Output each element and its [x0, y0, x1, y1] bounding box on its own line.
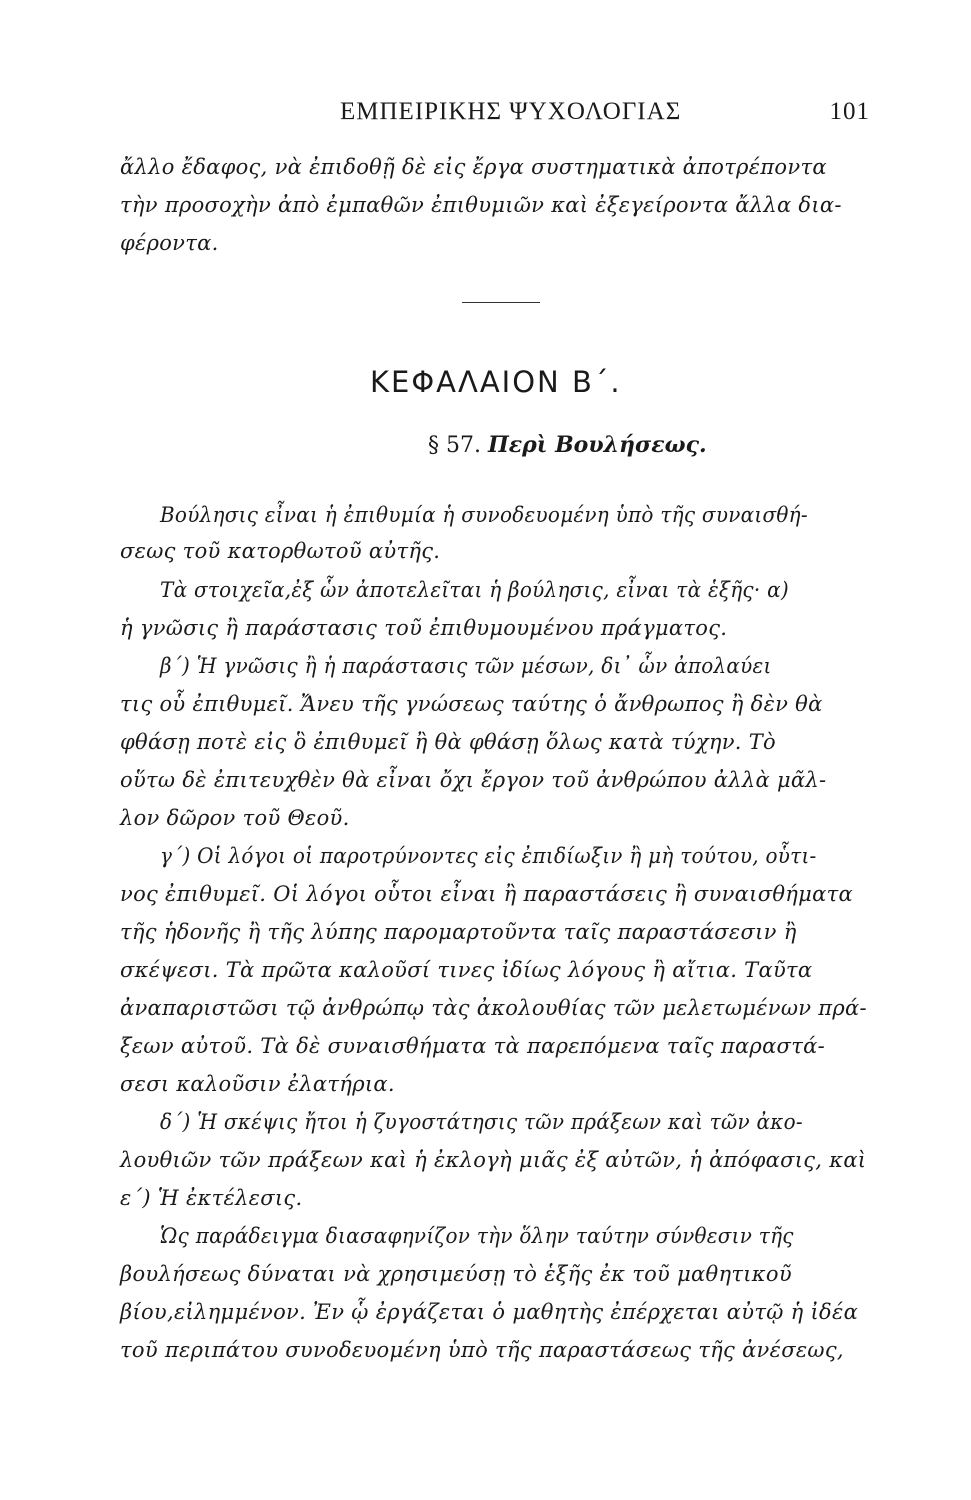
section-heading [428, 432, 707, 458]
continuation-line: ἄλλο ἔδαφος, νὰ ἐπιδοθῇ δὲ εἰς ἔργα συστηματικὰ ἀποτρέποντα [120, 155, 827, 179]
body-line: λον δῶρον τοῦ Θεοῦ. [120, 806, 350, 830]
section-title: Περὶ Βουλήσεως. [487, 432, 707, 458]
running-header-title: ΕΜΠΕΙΡΙΚΗΣ ΨΥΧΟΛΟΓΙΑΣ [340, 98, 682, 125]
page-number: 101 [829, 98, 870, 125]
body-line: τοῦ περιπάτου συνοδευομένη ὑπὸ τῆς παραστάσεως τῆς ἀνέσεως, [120, 1338, 844, 1362]
body-line: σεσι καλοῦσιν ἐλατήρια. [120, 1072, 395, 1096]
body-line: σκέψεσι. Τὰ πρῶτα καλοῦσί τινες ἰδίως λόγους ἢ αἴτια. Ταῦτα [120, 958, 813, 982]
section-divider [462, 302, 540, 303]
body-line: Βούλησις εἶναι ἡ ἐπιθυμία ἡ συνοδευομένη ὑπὸ τῆς συναισθή- [160, 503, 808, 527]
body-line: βουλήσεως δύναται νὰ χρησιμεύσῃ τὸ ἑξῆς ἐκ τοῦ μαθητικοῦ [120, 1262, 792, 1286]
body-line: ε΄) Ἡ ἐκτέλεσις. [120, 1186, 303, 1210]
body-line: οὕτω δὲ ἐπιτευχθὲν θὰ εἶναι ὄχι ἔργον τοῦ ἀνθρώπου ἀλλὰ μᾶλ- [120, 768, 827, 792]
continuation-line: φέροντα. [120, 231, 219, 255]
body-line: νος ἐπιθυμεῖ. Οἱ λόγοι οὗτοι εἶναι ἢ παραστάσεις ἢ συναισθήματα [120, 882, 853, 906]
body-line: ἀναπαριστῶσι τῷ ἀνθρώπῳ τὰς ἀκολουθίας τῶν μελετωμένων πρά- [120, 996, 867, 1020]
body-line: λουθιῶν τῶν πράξεων καὶ ἡ ἐκλογὴ μιᾶς ἐξ αὐτῶν, ἡ ἀπόφασις, καὶ [120, 1148, 867, 1172]
body-line: γ΄) Οἱ λόγοι οἱ παροτρύνοντες εἰς ἐπιδίωξιν ἢ μὴ τούτου, οὗτι- [160, 844, 817, 868]
body-line: ἡ γνῶσις ἢ παράστασις τοῦ ἐπιθυμουμένου πράγματος. [120, 616, 728, 640]
body-line: φθάσῃ ποτὲ εἰς ὃ ἐπιθυμεῖ ἢ θὰ φθάσῃ ὅλως κατὰ τύχην. Τὸ [120, 730, 776, 754]
body-line: Τὰ στοιχεῖα,ἐξ ὧν ἀποτελεῖται ἡ βούλησις, εἶναι τὰ ἑξῆς· α) [160, 578, 789, 602]
body-line: βίου,εἰλημμένον. Ἐν ᾧ ἐργάζεται ὁ μαθητὴς ἐπέρχεται αὐτῷ ἡ ἰδέα [120, 1300, 859, 1324]
chapter-heading: ΚΕΦΑΛΑΙΟΝ Β΄. [370, 365, 622, 399]
continuation-line: τὴν προσοχὴν ἀπὸ ἐμπαθῶν ἐπιθυμιῶν καὶ ἐξεγείροντα ἄλλα δια- [120, 193, 842, 217]
body-line: ξεων αὐτοῦ. Τὰ δὲ συναισθήματα τὰ παρεπόμενα ταῖς παραστά- [120, 1034, 825, 1058]
body-line: σεως τοῦ κατορθωτοῦ αὐτῆς. [120, 539, 441, 563]
body-line: δ΄) Ἡ σκέψις ἤτοι ἡ ζυγοστάτησις τῶν πράξεων καὶ τῶν ἀκο- [160, 1110, 803, 1134]
body-line: τις οὗ ἐπιθυμεῖ. Ἄνευ τῆς γνώσεως ταύτης ὁ ἄνθρωπος ἢ δὲν θὰ [120, 692, 823, 716]
section-number: § 57. [428, 433, 481, 458]
body-line: τῆς ἡδονῆς ἢ τῆς λύπης παρομαρτοῦντα ταῖς παραστάσεσιν ἢ [120, 920, 797, 944]
body-line: β΄) Ἡ γνῶσις ἢ ἡ παράστασις τῶν μέσων, δι᾽ ὧν ἀπολαύει [160, 654, 772, 678]
body-line: Ὡς παράδειγμα διασαφηνίζον τὴν ὅλην ταύτην σύνθεσιν τῆς [160, 1224, 794, 1248]
